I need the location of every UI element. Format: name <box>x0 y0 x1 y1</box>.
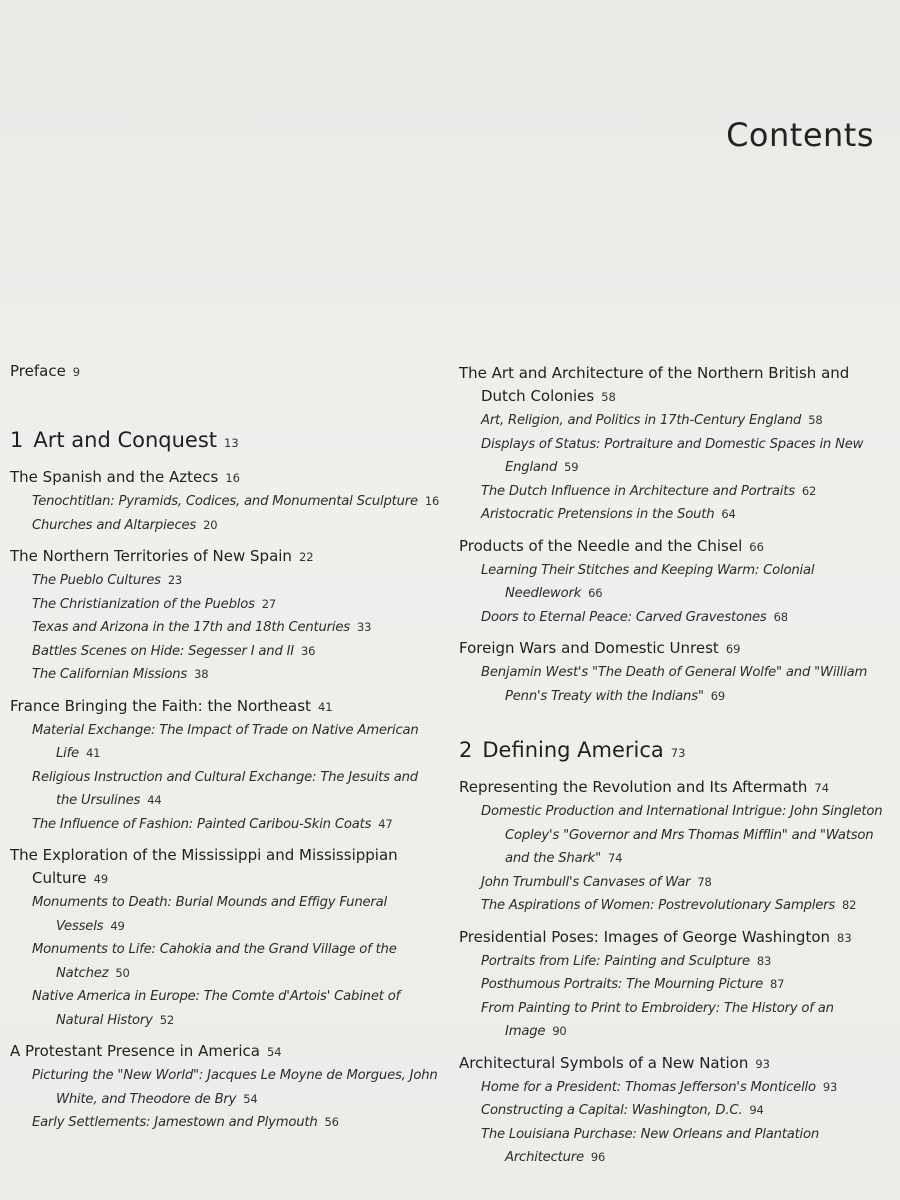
entry-title: Material Exchange: The Impact of Trade on Native American Life <box>32 722 419 761</box>
toc-entry[interactable] <box>459 997 894 1044</box>
entry-page: 52 <box>159 1012 174 1027</box>
toc-section <box>10 695 440 837</box>
section-heading[interactable] <box>459 926 894 950</box>
entry-title: Domestic Production and International Intrigue: John Singleton Copley's "Governor and Mrs Thomas Mifflin" and "Watson and the Shark" <box>481 804 883 866</box>
toc-section <box>459 776 894 918</box>
section-heading[interactable] <box>10 466 440 490</box>
entry-page: 49 <box>110 918 125 933</box>
entry-title: From Painting to Print to Embroidery: The History of an Image <box>481 1000 834 1039</box>
toc-entry[interactable] <box>459 894 894 918</box>
entry-page: 90 <box>552 1024 567 1038</box>
entry-page: 93 <box>822 1079 838 1094</box>
section-page: 41 <box>317 699 333 714</box>
section-title: France Bringing the Faith: the Northeast <box>10 696 311 715</box>
entry-page: 69 <box>710 688 725 703</box>
entry-page: 78 <box>697 874 712 889</box>
entry-page: 50 <box>115 965 130 980</box>
entry-title: Home for a President: Thomas Jefferson's Monticello <box>481 1079 816 1095</box>
entry-title: Art, Religion, and Politics in 17th-Century England <box>481 413 802 428</box>
part-number: 1 <box>10 428 24 452</box>
toc-entry[interactable] <box>10 640 440 664</box>
toc-entry[interactable] <box>459 433 894 480</box>
toc-section <box>10 844 440 1032</box>
entry-title: Learning Their Stitches and Keeping Warm: Colonial Needlework <box>481 562 815 601</box>
toc-entry[interactable] <box>10 514 440 538</box>
section-heading[interactable] <box>459 535 894 559</box>
toc-entry[interactable] <box>10 1064 440 1111</box>
toc-entry[interactable] <box>459 661 894 708</box>
part-title: Art and Conquest <box>33 428 218 452</box>
section-title: The Spanish and the Aztecs <box>10 468 219 486</box>
section-title: A Protestant Presence in America <box>10 1042 260 1060</box>
entry-title: Native America in Europe: The Comte d'Artois' Cabinet of Natural History <box>32 989 401 1028</box>
entry-page: 87 <box>770 977 785 991</box>
part-heading-2[interactable] <box>459 738 894 762</box>
entry-title: The Pueblo Cultures <box>32 573 161 588</box>
toc-entry[interactable] <box>10 813 440 837</box>
part1-continued-sections <box>459 362 894 708</box>
section-heading[interactable] <box>10 545 440 569</box>
entry-title: Benjamin West's "The Death of General Wolfe" and "William Penn's Treaty with the Indians" <box>481 665 868 704</box>
toc-entry[interactable] <box>459 973 894 997</box>
toc-entry[interactable] <box>459 503 894 527</box>
toc-entry[interactable] <box>459 480 894 504</box>
contents-left-column <box>10 362 440 1143</box>
entry-title: Religious Instruction and Cultural Exchange: The Jesuits and the Ursulines <box>32 769 418 808</box>
entry-page: 58 <box>808 413 823 427</box>
entry-title: The Christianization of the Pueblos <box>32 596 255 612</box>
section-heading[interactable] <box>10 844 440 891</box>
entry-title: Texas and Arizona in the 17th and 18th Centuries <box>32 620 350 635</box>
toc-section <box>459 637 894 708</box>
entry-title: The Californian Missions <box>32 667 188 682</box>
entry-title: The Dutch Influence in Architecture and Portraits <box>481 483 795 499</box>
section-heading[interactable] <box>459 1052 894 1076</box>
section-page: 58 <box>601 390 616 404</box>
section-page: 49 <box>93 872 109 886</box>
preface-page: 9 <box>72 365 81 379</box>
toc-preface[interactable] <box>10 362 440 380</box>
section-heading[interactable] <box>10 695 440 719</box>
entry-title: Doors to Eternal Peace: Carved Gravestones <box>481 609 767 625</box>
entry-page: 47 <box>378 816 393 831</box>
section-title: Representing the Revolution and Its Aftermath <box>459 778 808 796</box>
entry-page: 64 <box>721 507 736 521</box>
toc-entry[interactable] <box>10 766 440 813</box>
part-number: 2 <box>459 738 473 762</box>
entry-title: Picturing the "New World": Jacques Le Moyne de Morgues, John White, and Theodore de Bry <box>32 1068 438 1107</box>
entry-title: Tenochtitlan: Pyramids, Codices, and Monumental Sculpture <box>32 494 418 509</box>
page-title: Contents <box>726 116 874 155</box>
toc-entry[interactable] <box>459 606 894 630</box>
entry-page: 20 <box>203 517 218 532</box>
entry-title: The Aspirations of Women: Postrevolutionary Samplers <box>481 898 836 913</box>
section-entries <box>459 661 894 708</box>
toc-entry[interactable] <box>10 1111 440 1135</box>
section-page: 83 <box>837 930 852 945</box>
entry-page: 41 <box>85 746 101 760</box>
entry-page: 59 <box>564 460 579 474</box>
toc-entry[interactable] <box>10 593 440 617</box>
part-heading-1[interactable] <box>10 428 440 452</box>
entry-page: 27 <box>261 596 277 611</box>
section-heading[interactable] <box>10 1040 440 1064</box>
section-entries <box>10 490 440 537</box>
toc-entry[interactable] <box>459 1123 894 1170</box>
entry-title: Monuments to Life: Cahokia and the Grand Village of the Natchez <box>32 942 397 981</box>
section-entries <box>459 950 894 1044</box>
section-title: Products of the Needle and the Chisel <box>459 536 743 555</box>
entry-page: 23 <box>167 573 183 587</box>
entry-page: 54 <box>243 1091 258 1106</box>
toc-entry[interactable] <box>459 559 894 606</box>
section-entries <box>10 719 440 837</box>
entry-title: Portraits from Life: Painting and Sculpture <box>481 953 750 969</box>
entry-page: 36 <box>301 643 316 658</box>
contents-right-column <box>459 362 894 1178</box>
toc-section <box>10 545 440 687</box>
section-entries <box>10 891 440 1032</box>
entry-title: Monuments to Death: Burial Mounds and Effigy Funeral Vessels <box>32 895 387 934</box>
section-heading[interactable] <box>459 637 894 661</box>
section-title: Foreign Wars and Domestic Unrest <box>459 639 719 657</box>
entry-page: 62 <box>801 483 817 498</box>
section-entries <box>459 800 894 918</box>
toc-entry[interactable] <box>10 663 440 687</box>
toc-entry[interactable] <box>459 871 894 895</box>
entry-title: Battles Scenes on Hide: Segesser I and II <box>32 643 294 659</box>
entry-page: 38 <box>194 667 209 681</box>
entry-page: 94 <box>749 1103 764 1117</box>
section-heading[interactable] <box>459 362 894 409</box>
part-page: 13 <box>224 436 239 450</box>
section-title: The Exploration of the Mississippi and Mississippian Culture <box>10 846 398 887</box>
part1-sections <box>10 466 440 1135</box>
entry-page: 83 <box>756 953 772 968</box>
section-page: 22 <box>298 550 314 564</box>
toc-section <box>459 1052 894 1170</box>
toc-entry[interactable] <box>459 1099 894 1123</box>
entry-title: The Louisiana Purchase: New Orleans and Plantation Architecture <box>481 1126 820 1165</box>
toc-entry[interactable] <box>10 616 440 640</box>
section-page: 69 <box>725 642 741 656</box>
toc-entry[interactable] <box>10 938 440 985</box>
section-page: 54 <box>266 1045 282 1059</box>
section-entries <box>10 1064 440 1135</box>
entry-page: 82 <box>842 898 857 912</box>
entry-title: Constructing a Capital: Washington, D.C. <box>481 1103 743 1118</box>
part-title: Defining America <box>482 738 664 762</box>
entry-title: Aristocratic Pretensions in the South <box>481 507 715 522</box>
toc-section <box>10 1040 440 1135</box>
toc-entry[interactable] <box>459 800 894 871</box>
entry-page: 74 <box>607 851 623 865</box>
preface-title: Preface <box>10 362 66 380</box>
toc-entry[interactable] <box>10 891 440 938</box>
section-heading[interactable] <box>459 776 894 800</box>
section-entries <box>459 559 894 630</box>
toc-entry[interactable] <box>10 569 440 593</box>
entry-title: Churches and Altarpieces <box>32 517 197 533</box>
toc-section <box>459 535 894 630</box>
section-title: Architectural Symbols of a New Nation <box>459 1053 749 1072</box>
toc-entry[interactable] <box>459 950 894 974</box>
section-title: The Art and Architecture of the Northern British and Dutch Colonies <box>459 364 850 405</box>
entry-title: Displays of Status: Portraiture and Domestic Spaces in New England <box>481 436 864 475</box>
toc-entry[interactable] <box>459 409 894 433</box>
toc-section <box>10 466 440 537</box>
section-page: 66 <box>749 539 764 554</box>
toc-entry[interactable] <box>459 1076 894 1100</box>
section-page: 93 <box>755 1056 770 1071</box>
entry-page: 44 <box>147 793 162 807</box>
toc-entry[interactable] <box>10 490 440 514</box>
entry-title: Posthumous Portraits: The Mourning Picture <box>481 977 763 992</box>
entry-title: The Influence of Fashion: Painted Caribou-Skin Coats <box>32 816 372 832</box>
section-page: 16 <box>225 471 240 485</box>
toc-entry[interactable] <box>10 985 440 1032</box>
entry-title: John Trumbull's Canvases of War <box>481 874 691 890</box>
section-entries <box>459 409 894 527</box>
entry-page: 68 <box>773 609 788 624</box>
entry-page: 66 <box>588 586 603 600</box>
entry-title: Early Settlements: Jamestown and Plymouth <box>32 1115 318 1130</box>
part-page: 73 <box>670 746 686 760</box>
section-entries <box>459 1076 894 1170</box>
section-title: The Northern Territories of New Spain <box>10 547 292 565</box>
section-page: 74 <box>814 781 830 795</box>
entry-page: 96 <box>590 1150 606 1164</box>
section-entries <box>10 569 440 687</box>
part2-sections <box>459 776 894 1170</box>
toc-entry[interactable] <box>10 719 440 766</box>
entry-page: 33 <box>356 620 372 634</box>
entry-page: 56 <box>324 1115 339 1129</box>
toc-section <box>459 926 894 1044</box>
entry-page: 16 <box>424 494 440 508</box>
section-title: Presidential Poses: Images of George Washington <box>459 927 831 946</box>
toc-section <box>459 362 894 527</box>
